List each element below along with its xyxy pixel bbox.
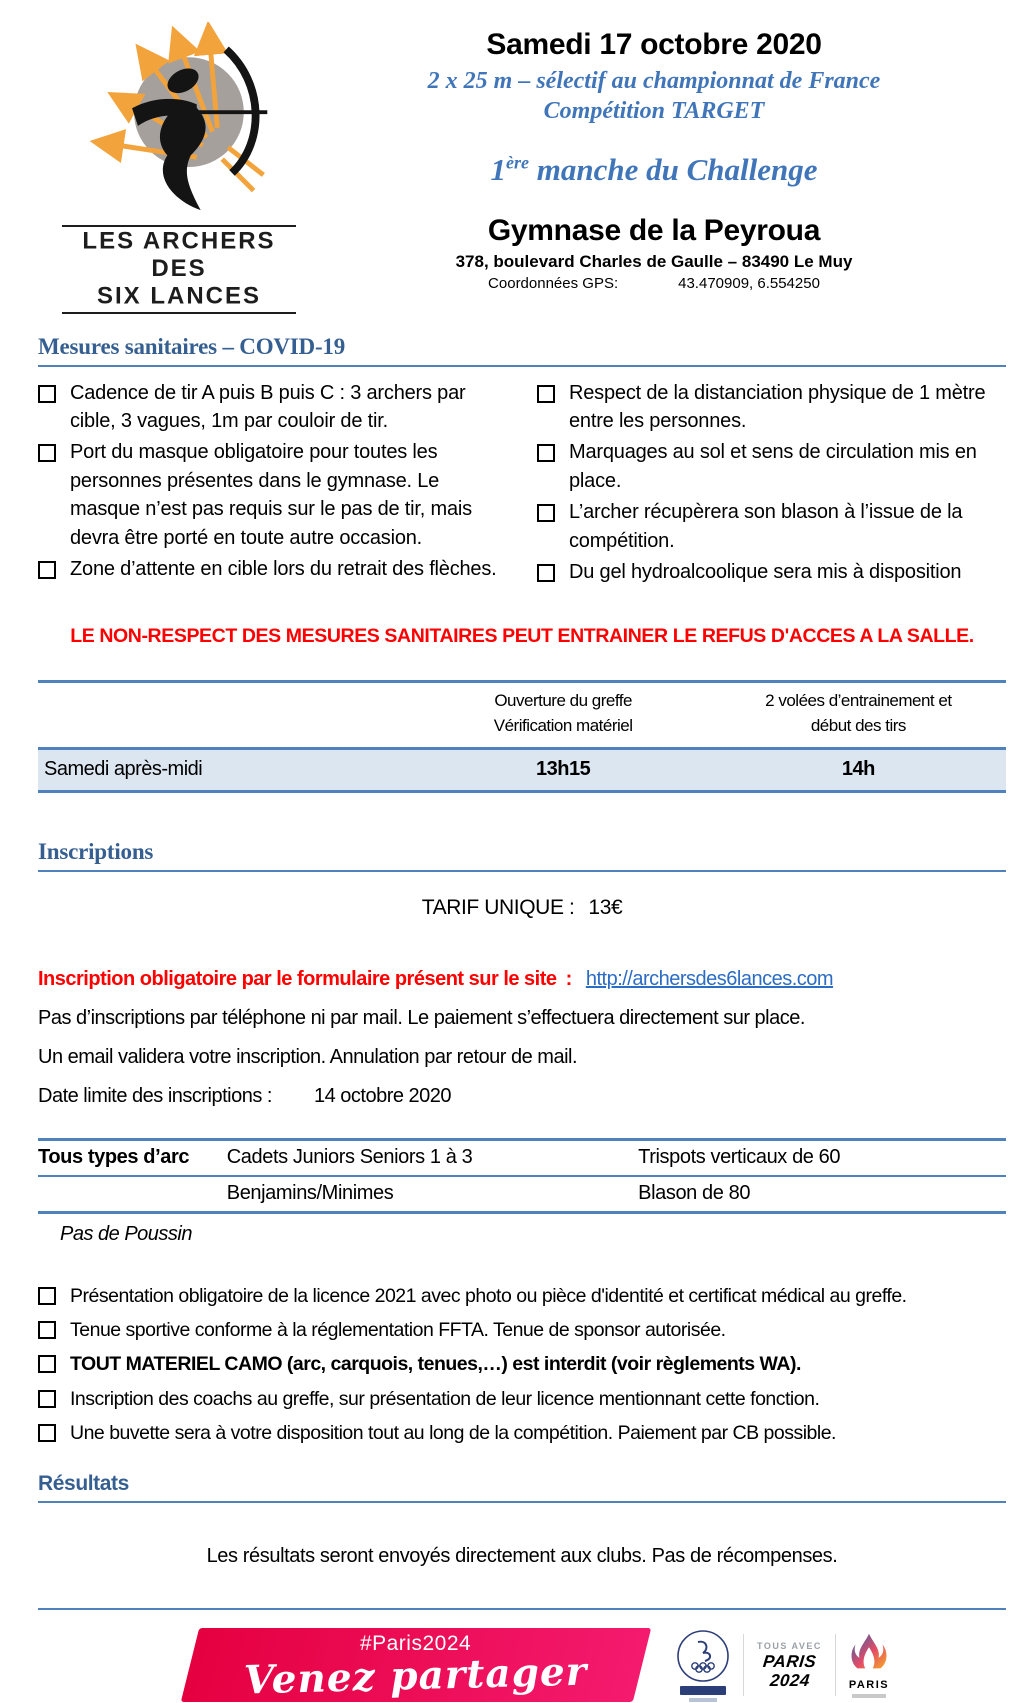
- checkbox-icon: [38, 1355, 56, 1373]
- list-item: [537, 438, 1006, 495]
- checkbox-icon: [537, 444, 555, 462]
- club-name-line1: LES ARCHERS: [82, 227, 276, 255]
- checkbox-icon: [38, 444, 56, 462]
- mandatory-colon: :: [565, 967, 572, 990]
- deadline-line: [38, 1085, 1006, 1108]
- list-item-text: Marquages au sol et sens de circulation mis en place.: [569, 441, 977, 492]
- venue-name: Gymnase de la Peyroua: [487, 214, 821, 247]
- event-subtitle-2: Compétition TARGET: [543, 98, 765, 124]
- list-item: [38, 1387, 1006, 1412]
- checkbox-icon: [537, 504, 555, 522]
- cnosf-name-bar: [680, 1686, 726, 1695]
- list-item-text: Zone d’attente en cible lors du retrait des flèches.: [70, 557, 497, 580]
- banner-hashtag: #Paris2024: [360, 1631, 472, 1655]
- sanitary-warning: LE NON-RESPECT DES MESURES SANITAIRES PEUT ENTRAINER LE REFUS D'ACCES A LA SALLE.: [70, 625, 974, 648]
- rules-checklist: [38, 1284, 1006, 1447]
- gps-value: 43.470909, 6.554250: [678, 275, 820, 292]
- category-arc-type: [38, 1182, 227, 1205]
- checkbox-icon: [38, 1424, 56, 1442]
- olympic-rings-icon: [676, 1629, 730, 1683]
- results-text: Les résultats seront envoyés directement aux clubs. Pas de récompenses.: [206, 1545, 838, 1568]
- paris2024-wordmark-line2: 2024: [768, 1671, 811, 1691]
- paris-bid-logo: [849, 1632, 889, 1698]
- category-ages: Cadets Juniors Seniors 1 à 3: [226, 1145, 473, 1168]
- list-item: [38, 438, 507, 552]
- paris-subtext-bar: [852, 1694, 886, 1698]
- logo-separator: [743, 1634, 744, 1696]
- sanitary-heading: Mesures sanitaires – COVID-19: [38, 333, 346, 359]
- sanitary-left-column: [38, 379, 507, 590]
- schedule-header-tirs-line2: début des tirs: [810, 716, 906, 735]
- list-item: [38, 1352, 1006, 1377]
- checkbox-icon: [537, 385, 555, 403]
- archer-logo-icon: [58, 22, 310, 223]
- paris2024-flame-icon: [849, 1632, 889, 1676]
- inscriptions-heading: Inscriptions: [38, 838, 154, 864]
- paris2024-wordmark-line1: PARIS: [761, 1652, 818, 1672]
- results-heading: Résultats: [38, 1472, 129, 1496]
- checkbox-icon: [38, 1321, 56, 1339]
- inscription-note-2: Un email validera votre inscription. Annulation par retour de mail.: [38, 1045, 578, 1068]
- logo-rule-bottom: [62, 312, 296, 314]
- list-item-text: Du gel hydroalcoolique sera mis à disposition: [569, 560, 962, 583]
- challenge-rest: manche du Challenge: [528, 152, 818, 187]
- list-item-text: Inscription des coachs au greffe, sur présentation de leur licence mentionnant cette fonction.: [70, 1387, 820, 1410]
- results-section-header: [38, 1472, 1006, 1503]
- table-row: [38, 750, 1006, 790]
- tous-avec-label: TOUS AVEC: [757, 1641, 822, 1652]
- schedule-header-row: [38, 683, 1006, 749]
- registration-site-link[interactable]: http://archersdes6lances.com: [585, 967, 834, 990]
- schedule-header-greffe-line2: Vérification matériel: [493, 716, 633, 735]
- challenge-title: [310, 152, 998, 188]
- list-item-text: Tenue sportive conforme à la réglementation FFTA. Tenue de sponsor autorisée.: [70, 1318, 726, 1341]
- list-item-text: Respect de la distanciation physique de 1 mètre entre les personnes.: [569, 381, 986, 433]
- checkbox-icon: [38, 1287, 56, 1305]
- tarif-label: TARIF UNIQUE :: [421, 895, 575, 919]
- footer-logos: [676, 1629, 889, 1702]
- table-row: [38, 1141, 1006, 1175]
- list-item: [38, 1421, 1006, 1446]
- no-poussin-note: Pas de Poussin: [60, 1222, 192, 1245]
- deadline-label: Date limite des inscriptions :: [38, 1084, 272, 1107]
- checkbox-icon: [38, 561, 56, 579]
- deadline-value: 14 octobre 2020: [313, 1084, 452, 1107]
- paris-label: PARIS: [848, 1679, 890, 1692]
- club-name-line3: SIX LANCES: [96, 281, 262, 310]
- schedule-header-tirs: [711, 689, 1006, 738]
- checkbox-icon: [537, 564, 555, 582]
- inscriptions-section-header: [38, 839, 1006, 872]
- list-item: [38, 1284, 1006, 1309]
- paris2024-banner: [181, 1628, 651, 1702]
- challenge-num: 1: [490, 152, 506, 187]
- club-logo: [48, 18, 310, 316]
- tarif-value: 13€: [588, 895, 623, 919]
- sanitary-checklist: [38, 379, 1006, 590]
- bottom-divider: [38, 1608, 1006, 1610]
- category-target: Trispots verticaux de 60: [638, 1145, 841, 1168]
- list-item-text: Une buvette sera à votre disposition tout au long de la compétition. Paiement par CB possible.: [70, 1422, 836, 1445]
- banner-content: [243, 1631, 589, 1703]
- list-item-text: Port du masque obligatoire pour toutes les personnes présentes dans le gymnase. Le masque n’est pas requis sur le pas de tir, mais devra être porté en toute autre occasion.: [70, 441, 472, 549]
- checkbox-icon: [38, 1390, 56, 1408]
- schedule-start-time: 14h: [841, 757, 875, 780]
- category-ages: Benjamins/Minimes: [226, 1181, 394, 1204]
- list-item-text: Cadence de tir A puis B puis C : 3 archers par cible, 3 vagues, 1m par couloir de tir.: [70, 381, 466, 433]
- list-item: [38, 555, 507, 583]
- mandatory-registration-line: [38, 968, 1006, 991]
- gps-line: [310, 275, 998, 292]
- list-item: [537, 558, 1006, 586]
- logo-separator: [835, 1634, 836, 1696]
- gps-label: Coordonnées GPS:: [488, 275, 619, 292]
- tarif-line: [38, 896, 1006, 920]
- sanitary-right-column: [537, 379, 1006, 590]
- list-item: [38, 1318, 1006, 1343]
- table-row: [38, 1175, 1006, 1211]
- schedule-row-label: Samedi après-midi: [44, 757, 203, 780]
- schedule-header-greffe: [416, 689, 711, 738]
- tous-avec-paris2024-logo: [757, 1641, 822, 1689]
- schedule-greffe-time: 13h15: [536, 757, 591, 780]
- category-table: [38, 1138, 1006, 1214]
- list-item-text: L’archer récupèrera son blason à l’issue de la compétition.: [569, 501, 963, 552]
- schedule-header-greffe-line1: Ouverture du greffe: [494, 691, 632, 711]
- header: [0, 0, 1022, 316]
- cnosf-logo: [676, 1629, 730, 1702]
- venue-address: 378, boulevard Charles de Gaulle – 83490 Le Muy: [455, 252, 853, 271]
- category-arc-type: Tous types d’arc: [38, 1145, 190, 1168]
- inscription-note-1: Pas d’inscriptions par téléphone ni par mail. Le paiement s’effectuera directement sur place.: [38, 1006, 805, 1029]
- category-target: Blason de 80: [638, 1181, 751, 1204]
- list-item: [537, 379, 1006, 436]
- event-date-title: Samedi 17 octobre 2020: [486, 28, 822, 61]
- list-item-text: Présentation obligatoire de la licence 2021 avec photo ou pièce d'identité et certificat médical au greffe.: [70, 1284, 907, 1307]
- schedule-header-empty: [38, 689, 416, 738]
- event-subtitle-1: 2 x 25 m – sélectif au championnat de France: [427, 68, 881, 94]
- challenge-sup: ère: [506, 152, 529, 173]
- footer: [0, 1628, 1022, 1702]
- mandatory-text: Inscription obligatoire par le formulaire présent sur le site: [38, 967, 557, 990]
- club-name: [48, 228, 310, 310]
- title-block: [310, 18, 998, 316]
- schedule-header-tirs-line1: 2 volées d’entrainement et: [765, 691, 952, 711]
- list-item: [537, 498, 1006, 555]
- club-name-line2: DES: [151, 254, 207, 283]
- schedule-table: [38, 680, 1006, 792]
- banner-slogan: Venez partager: [243, 1648, 589, 1703]
- list-item: [38, 379, 507, 436]
- list-item-text: TOUT MATERIEL CAMO (arc, carquois, tenues,…) est interdit (voir règlements WA).: [70, 1353, 801, 1376]
- cnosf-subtext-bar: [689, 1698, 717, 1702]
- sanitary-section-header: [38, 334, 1006, 367]
- checkbox-icon: [38, 385, 56, 403]
